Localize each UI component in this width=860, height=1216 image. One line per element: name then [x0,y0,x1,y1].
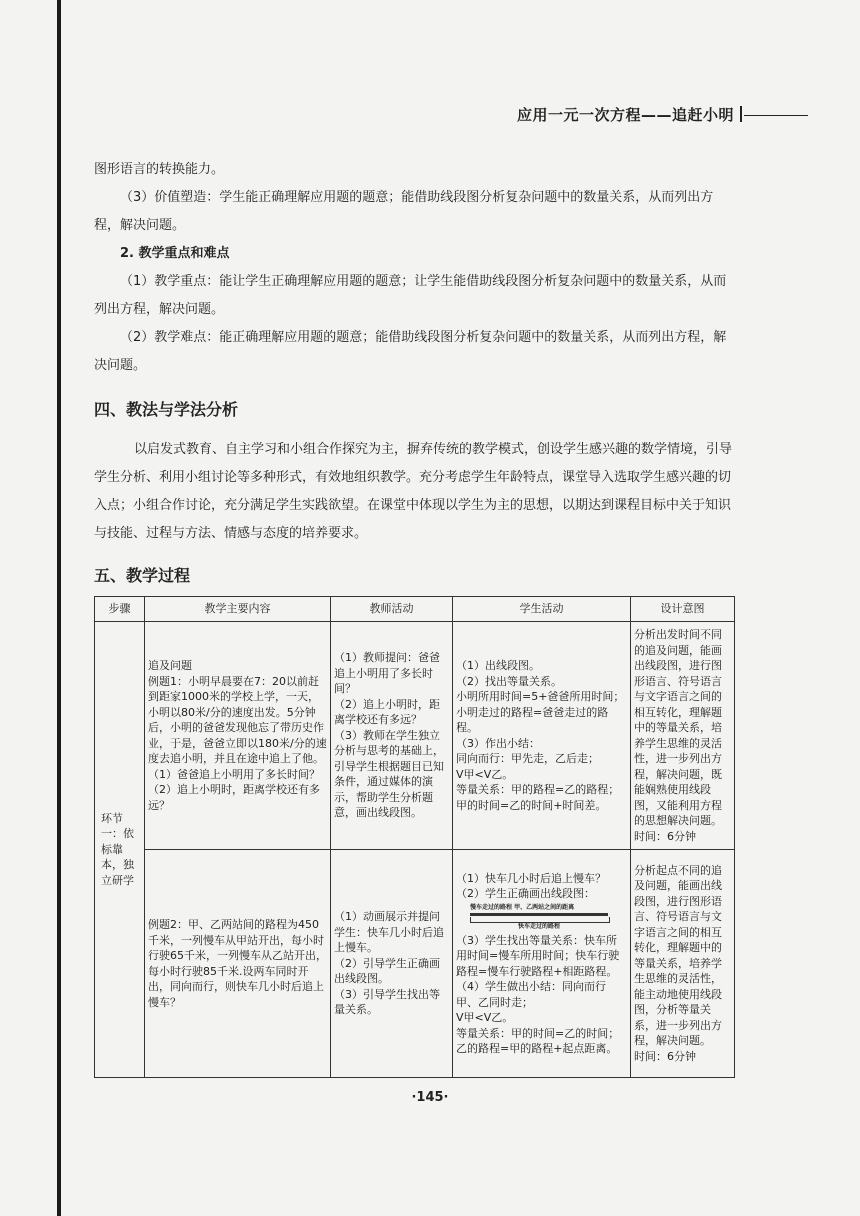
page-body [94,156,734,1078]
paragraph-methods: 以启发式教育、自主学习和小组合作探究为主，摒弃传统的教学模式，创设学生感兴趣的数学情境，引导学生分析、利用小组讨论等多种形式，有效地组织教学。充分考虑学生年龄特点，课堂导入选取学生感兴趣的切入点；小组合作讨论，充分满足学生实践欲望。在课堂中体现以学生为主的思想，以期达到课程目标中关于知识与技能、过程与方法、情感与态度的培养要求。 [94,442,733,541]
page-number: ·145· [411,1090,449,1105]
paragraph-key-point: （1）教学重点：能让学生正确理解应用题的题意；让学生能借助线段图分析复杂问题中的数量关系，从而列出方程，解决问题。 [94,274,727,317]
running-header [0,104,808,125]
diagram-segment [470,913,608,916]
row1-content: 追及问题 例题1：小明早晨要在7：20以前赶到距家1000米的学校上学，一天，小明以80米/分的速度出发。5分钟后，小明的爸爸发现他忘了带历史作业，于是，爸爸立即以180米/分的速度去追小明，并且在途中追上了他。 （1）爸爸追上小明用了多长时间？ （2）追上小明时，距离学校还有多远？ [145,622,331,850]
row2-intent: 分析起点不同的追及问题，能画出线段图，进行图形语言、符号语言与文字语言之间的相互转化，理解题中的等量关系，培养学生思维的灵活性，能主动地使用线段图，分析等量关系，进一步列出方程，解决问题。 时间：6分钟 [631,850,735,1078]
row2-content: 例题2：甲、乙两站间的路程为450千米，一列慢车从甲站开出，每小时行驶65千米，一列慢车从乙站开出，每小时行驶85千米.设两车同时开出，同向而行，则快车几小时后追上慢车？ [145,850,331,1078]
stage-cell [95,622,145,1078]
row2-teacher: （1）动画展示并提问学生：快车几小时后追上慢车。 （2）引导学生正确画出线段图。 （3）引导学生找出等量关系。 [331,850,453,1078]
section-heading-methods: 四、教法与学法分析 [94,400,239,419]
row2-student-after: （3）学生找出等量关系：快车所用时间=慢车所用时间；快车行驶路程=慢车行驶路程+相距路程。 （4）学生做出小结：同向而行甲、乙同时走； V甲<V乙。 等量关系：甲的时间=乙的时间；乙的路程=甲的路程+起点距离。 [456,933,620,1055]
header-step: 步骤 [95,597,145,622]
row1-teacher: （1）教师提问：爸爸追上小明用了多长时间？ （2）追上小明时，距离学校还有多远？ （3）教师在学生独立分析与思考的基础上，引导学生根据题目已知条件，通过媒体的演示，帮助学生分析题意，画出线段图。 [331,622,453,850]
paragraph-difficulty: （2）教学难点：能正确理解应用题的题意；能借助线段图分析复杂问题中的数量关系，从而列出方程，解决问题。 [94,330,727,373]
teaching-process-table [94,596,735,1078]
paragraph-continuation: 图形语言的转换能力。 [94,162,225,177]
paragraph-value-shaping: （3）价值塑造：学生能正确理解应用题的题意；能借助线段图分析复杂问题中的数量关系，从而列出方程，解决问题。 [94,190,714,233]
subheading-key-points: 2. 教学重点和难点 [120,246,230,261]
diagram-bottom-label: 快车走过的路程 [517,922,560,930]
table-row [95,622,735,850]
stage-label: 环节一：依标靠本，独立研学 [101,811,134,887]
page-binding-rule [57,0,61,1216]
header-rule [744,115,808,116]
header-design-intent: 设计意图 [631,597,735,622]
table-row [95,850,735,1078]
header-student-activity: 学生活动 [453,597,631,622]
row1-intent: 分析出发时间不同的追及问题，能画出线段图，进行图形语言、符号语言与文字语言之间的相互转化，理解题中的等量关系，培养学生思维的灵活性，进一步列出方程，解决问题，既能娴熟使用线段图，又能利用方程的思想解决问题。 时间：6分钟 [631,622,735,850]
table-header-row [95,597,735,622]
row2-student [453,850,631,1078]
running-title: 应用一元一次方程——追赶小明 [516,106,734,124]
header-main-content: 教学主要内容 [145,597,331,622]
row1-student: （1）出线段图。 （2）找出等量关系。 小明所用时间=5+爸爸所用时间； 小明走过的路程=爸爸走过的路程。 （3）作出小结： 同向而行：甲先走，乙后走； V甲<V乙。 等量关系：甲的路程=乙的路程； 甲的时间=乙的时间+时间差。 [453,622,631,850]
section-heading-process: 五、教学过程 [94,566,191,585]
row2-student-before: （1）快车几小时后追上慢车？ （2）学生正确画出线段图： [456,871,606,900]
diagram-top-label: 慢车走过的路程 甲、乙两站之间的距离 [470,903,575,911]
header-teacher-activity: 教师活动 [331,597,453,622]
line-segment-diagram [470,904,620,931]
header-divider [740,106,742,122]
